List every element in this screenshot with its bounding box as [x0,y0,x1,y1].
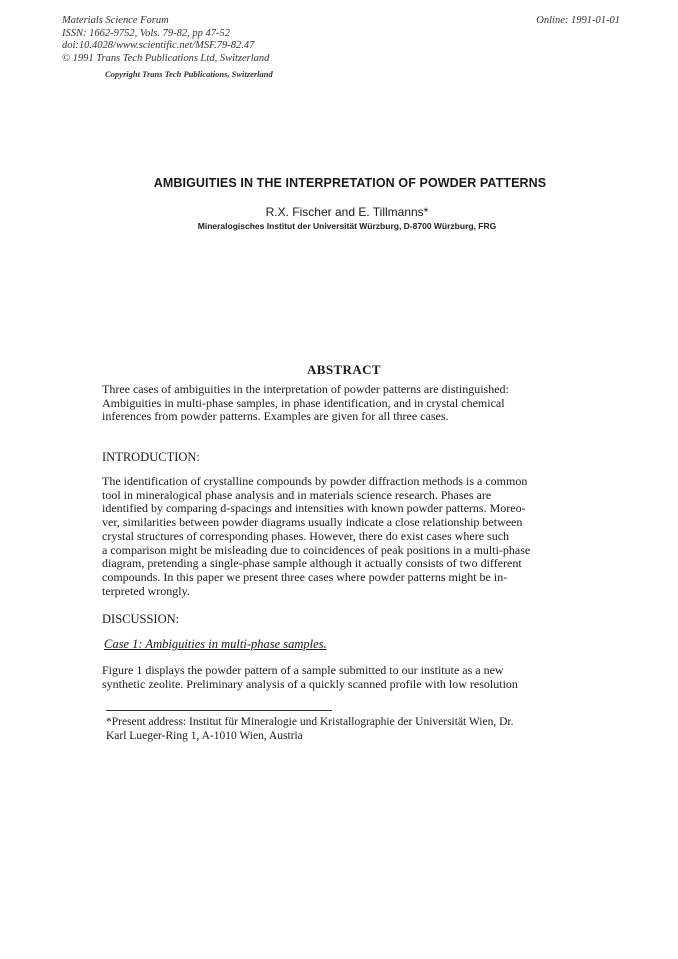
footnote-rule [106,710,332,711]
introduction-line: The identification of crystalline compounds by powder diffraction methods is a common [102,474,528,488]
paper-title [0,176,678,190]
introduction-line: identified by comparing d-spacings and intensities with known powder patterns. Moreo- [102,501,526,516]
paper-title-text: AMBIGUITIES IN THE INTERPRETATION OF POWDER PATTERNS [153,176,547,190]
citation-header [62,15,269,65]
publisher-copyright: © 1991 Trans Tech Publications Ltd, Switzerland [62,52,270,64]
introduction-line: compounds. In this paper we present three cases where powder patterns might be in- [102,569,508,584]
introduction-line: a comparison might be misleading due to coincidences of peak positions in a multi-phase [102,542,531,557]
abstract-text [102,383,543,424]
author-affiliation: Mineralogisches Institut der Universität Würzburg, D-8700 Würzburg, FRG [197,221,497,231]
footnote-line: Karl Lueger-Ring 1, A-1010 Wien, Austria [106,730,303,742]
introduction-line: ver, similarities between powder diagrams usually indicate a close relationship between [102,515,523,530]
discussion-text [102,664,543,691]
introduction-line: diagram, pretending a single-phase sample although it actually consists of two different [102,556,522,571]
introduction-line: terpreted wrongly. [102,583,190,598]
journal-name: Materials Science Forum [62,15,169,26]
introduction-heading: INTRODUCTION: [102,450,200,464]
copyright-stamp: Copyright Trans Tech Publications, Switzerland [105,69,273,79]
introduction-text [102,475,543,598]
discussion-line: synthetic zeolite. Preliminary analysis of a quickly scanned profile with low resolution [102,676,518,691]
introduction-line: tool in mineralogical phase analysis and in materials science research. Phases are [102,487,492,502]
abstract-line: Three cases of ambiguities in the interpretation of powder patterns are distinguished: [102,382,509,396]
introduction-line: crystal structures of corresponding phases. However, there do exist cases where such [102,528,510,543]
discussion-heading: DISCUSSION: [102,612,180,626]
discussion-line: Figure 1 displays the powder pattern of a sample submitted to our institute as a new [102,663,504,677]
online-date: Online: 1991-01-01 [536,15,620,26]
footnote-line: *Present address: Institut für Mineralogie und Kristallographie der Universität Wien, Dr. [106,716,514,728]
abstract-heading: ABSTRACT [307,362,381,377]
case1-heading: Case 1: Ambiguities in multi-phase samples. [104,637,327,651]
issn-line: ISSN: 1662-9752, Vols. 79-82, pp 47-52 [62,27,230,39]
abstract-line: inferences from powder patterns. Examples are given for all three cases. [102,409,449,424]
abstract-line: Ambiguities in multi-phase samples, in phase identification, and in crystal chemical [102,395,505,410]
doi-line: doi:10.4028/www.scientific.net/MSF.79-82.47 [62,40,255,51]
paper-authors: R.X. Fischer and E. Tillmanns* [265,205,429,219]
footnote [106,715,546,743]
